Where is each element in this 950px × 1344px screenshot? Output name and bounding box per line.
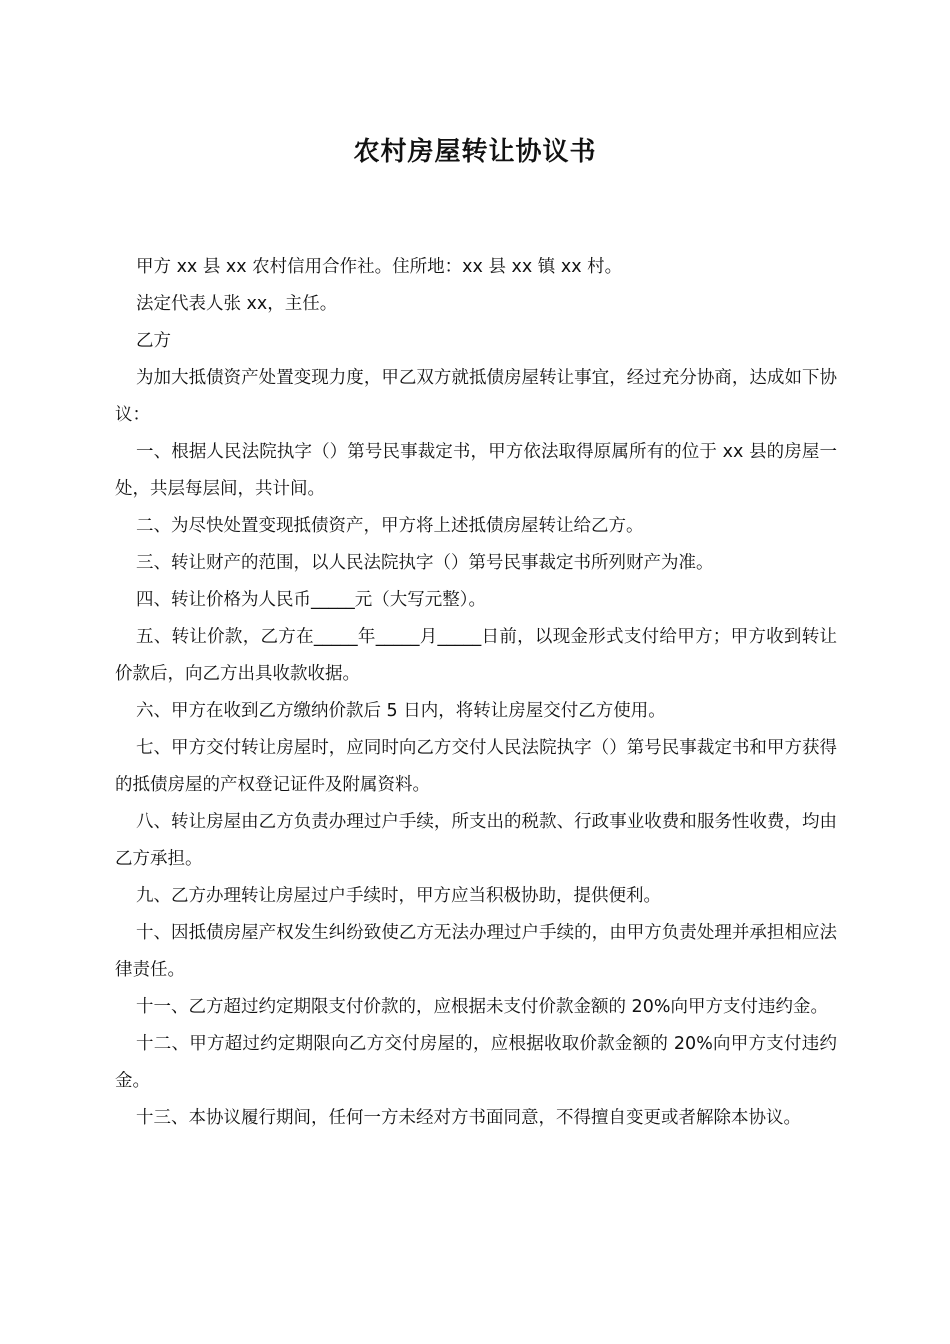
clause-5: 五、转让价款，乙方在_____年_____月_____日前，以现金形式支付给甲方；甲方收到转让价款后，向乙方出具收款收据。 xyxy=(115,627,837,684)
clause-8: 八、转让房屋由乙方负责办理过户手续，所支出的税款、行政事业收费和服务性收费，均由乙方承担。 xyxy=(115,812,837,869)
clause-2: 二、为尽快处置变现抵债资产，甲方将上述抵债房屋转让给乙方。 xyxy=(136,516,644,536)
clause-6: 六、甲方在收到乙方缴纳价款后 5 日内，将转让房屋交付乙方使用。 xyxy=(136,701,666,721)
paragraph-party-b: 乙方 xyxy=(136,331,171,351)
document-body xyxy=(115,249,837,1137)
paragraph-party-a: 甲方 xx 县 xx 农村信用合作社。住所地：xx 县 xx 镇 xx 村。 xyxy=(136,257,623,277)
clause-1: 一、根据人民法院执字（）第号民事裁定书，甲方依法取得原属所有的位于 xx 县的房屋一处，共层每层间，共计间。 xyxy=(115,442,837,499)
paragraph-preamble: 为加大抵债资产处置变现力度，甲乙双方就抵债房屋转让事宜，经过充分协商，达成如下协议： xyxy=(115,368,837,425)
clause-7: 七、甲方交付转让房屋时，应同时向乙方交付人民法院执字（）第号民事裁定书和甲方获得的抵债房屋的产权登记证件及附属资料。 xyxy=(115,738,837,795)
clause-3: 三、转让财产的范围，以人民法院执字（）第号民事裁定书所列财产为准。 xyxy=(136,553,714,573)
clause-12: 十二、甲方超过约定期限向乙方交付房屋的，应根据收取价款金额的 20%向甲方支付违约金。 xyxy=(115,1034,837,1091)
clause-13: 十三、本协议履行期间，任何一方未经对方书面同意，不得擅自变更或者解除本协议。 xyxy=(136,1108,801,1128)
paragraph-legal-rep: 法定代表人张 xx，主任。 xyxy=(136,294,338,314)
clause-4: 四、转让价格为人民币_____元（大写元整）。 xyxy=(136,590,486,610)
clause-9: 九、乙方办理转让房屋过户手续时，甲方应当积极协助，提供便利。 xyxy=(136,886,661,906)
clause-10: 十、因抵债房屋产权发生纠纷致使乙方无法办理过户手续的，由甲方负责处理并承担相应法律责任。 xyxy=(115,923,837,980)
clause-11: 十一、乙方超过约定期限支付价款的，应根据未支付价款金额的 20%向甲方支付违约金。 xyxy=(136,997,828,1017)
document-title: 农村房屋转让协议书 xyxy=(353,137,597,167)
